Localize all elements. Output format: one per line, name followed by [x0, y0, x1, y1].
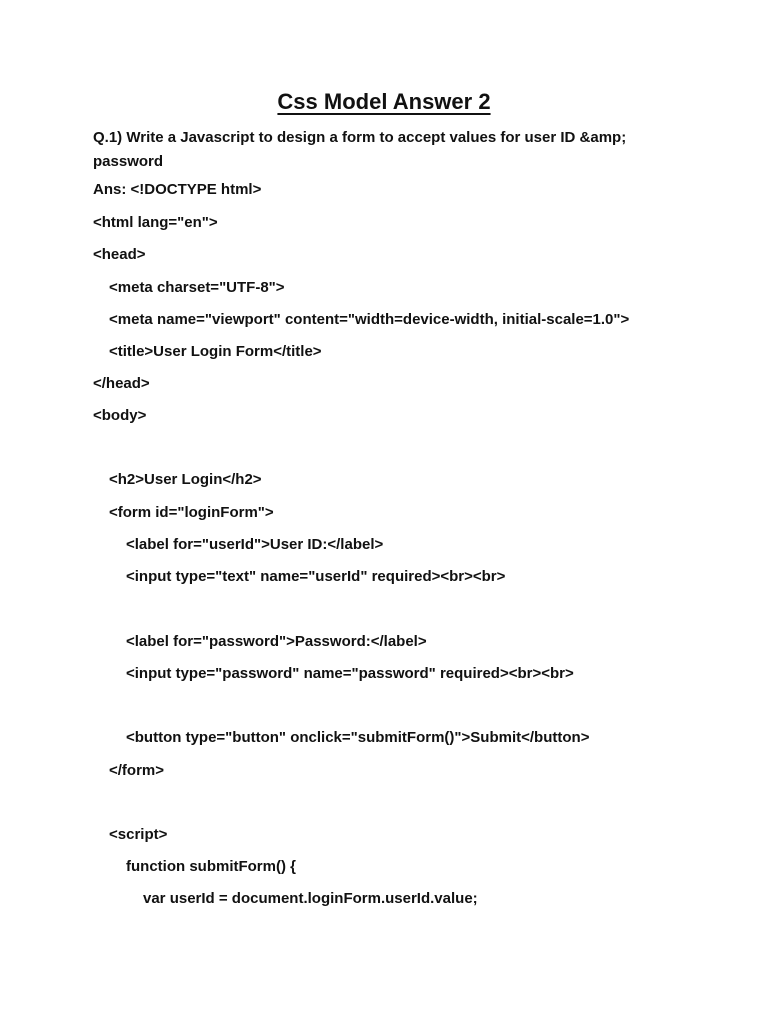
code-line: <title>User Login Form</title>: [109, 343, 322, 360]
code-line: </head>: [93, 375, 150, 392]
code-line: <script>: [109, 826, 168, 843]
code-line: </form>: [109, 762, 165, 779]
code-line: <form id="loginForm">: [109, 504, 274, 521]
code-line: <label for="userId">User ID:</label>: [126, 536, 384, 553]
code-line: <h2>User Login</h2>: [109, 471, 262, 488]
code-line: var userId = document.loginForm.userId.value;: [143, 890, 478, 907]
code-line: <body>: [93, 407, 147, 424]
code-line: <label for="password">Password:</label>: [126, 633, 427, 650]
code-line: <head>: [93, 246, 146, 263]
code-line: <input type="password" name="password" required><br><br>: [126, 665, 574, 682]
code-line: Ans: <!DOCTYPE html>: [93, 181, 262, 198]
code-line: <meta name="viewport" content="width=device-width, initial-scale=1.0">: [109, 311, 630, 328]
question-text: Q.1) Write a Javascript to design a form to accept values for user ID &amp; password: [93, 129, 627, 170]
code-line: <input type="text" name="userId" required><br><br>: [126, 568, 506, 585]
document-title: Css Model Answer 2: [277, 89, 491, 114]
code-line: <button type="button" onclick="submitForm()">Submit</button>: [126, 729, 590, 746]
code-line: function submitForm() {: [126, 858, 296, 875]
code-line: <html lang="en">: [93, 214, 218, 231]
code-line: <meta charset="UTF-8">: [109, 279, 285, 296]
